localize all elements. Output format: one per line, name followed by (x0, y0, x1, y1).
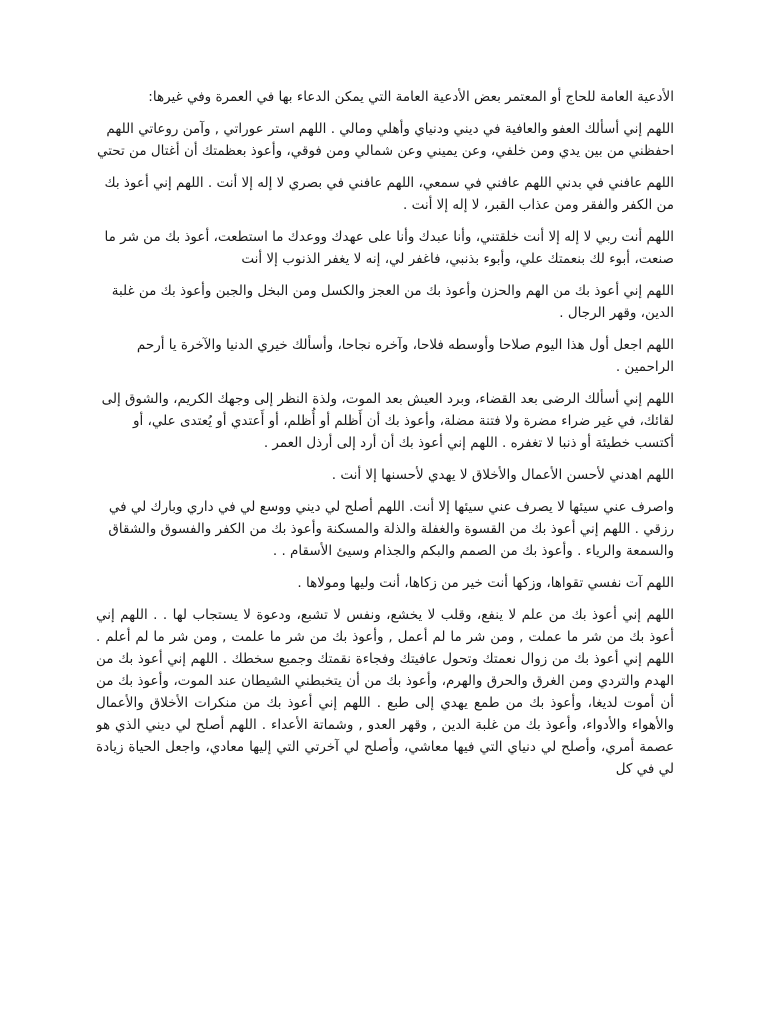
dua-paragraph: اللهم عافني في بدني اللهم عافني في سمعي، اللهم عافني في بصري لا إله إلا أنت . اللهم إني أعوذ بك من الكفر والفقر ومن عذاب القبر، لا إله إلا أنت . (104, 175, 674, 213)
dua-paragraph: اللهم آت نفسي تقواها، وزكها أنت خير من زكاها، أنت وليها ومولاها . (297, 575, 674, 591)
dua-paragraph: اللهم اجعل أول هذا اليوم صلاحا وأوسطه فلاحا، وآخره نجاحا، وأسألك خيري الدنيا والآخرة يا أرحم الراحمين . (136, 337, 674, 375)
dua-paragraph: اللهم إني أعوذ بك من الهم والحزن وأعوذ بك من العجز والكسل ومن البخل والجبن وأعوذ بك من غلبة الدين، وقهر الرجال . (111, 283, 674, 321)
dua-paragraph: اللهم إني أسألك الرضى بعد القضاء، وبرد العيش بعد الموت، ولذة النظر إلى وجهك الكريم، والشوق إلى لقائك، في غير ضراء مضرة ولا فتنة مضلة، وأعوذ بك أن أَظلم أو أُظلم، أو أَعتدي أو يُعتدى علي، أو أكتسب خطيئة أو ذنبا لا تغفره . اللهم إني أعوذ بك أن أرد إلى أرذل العمر . (101, 391, 674, 451)
dua-paragraph: واصرف عني سيئها لا يصرف عني سيئها إلا أنت. اللهم أصلح لي ديني ووسع لي في داري وبارك لي في رزقي . اللهم إني أعوذ بك من القسوة والغفلة والذلة والمسكنة وأعوذ بك من الكفر والفسوق والشقاق والسمعة والرياء . وأعوذ بك من الصمم والبكم والجذام وسيئ الأسقام . . (108, 499, 674, 559)
intro-heading-paragraph: الأدعية العامة للحاج أو المعتمر بعض الأدعية العامة التي يمكن الدعاء بها في العمرة وفي غيرها: (148, 89, 674, 105)
dua-paragraph: اللهم أنت ربي لا إله إلا أنت خلقتني، وأنا عبدك وأنا على عهدك ووعدك ما استطعت، أعوذ بك من شر ما صنعت، أبوء لك بنعمتك علي، وأبوء بذنبي، فاغفر لي، إنه لا يغفر الذنوب إلا أنت (104, 229, 674, 267)
dua-paragraph: اللهم إني أعوذ بك من علم لا ينفع، وقلب لا يخشع، ونفس لا تشبع، ودعوة لا يستجاب لها . . اللهم إني أعوذ بك من شر ما عملت , ومن شر ما لم أعمل , وأعوذ بك من شر ما علمت , ومن شر ما لم أعلم . اللهم إني أعوذ بك من زوال نعمتك وتحول عافيتك وفجاءة نقمتك وجميع سخطك . اللهم إني أعوذ بك من الهدم والتردي ومن الغرق والحرق والهرم، وأعوذ بك من أن يتخبطني الشيطان عند الموت، وأعوذ بك من أن أموت لديغا، وأعوذ بك من طمع يهدي إلى طبع . اللهم إني أعوذ بك من منكرات الأخلاق والأعمال والأهواء والأدواء، وأعوذ بك من غلبة الدين , وقهر العدو , وشماتة الأعداء . اللهم أصلح لي ديني الذي هو عصمة أمري، وأصلح لي دنياي التي فيها معاشي، وأصلح لي آخرتي التي إليها معادي، واجعل الحياة زيادة لي في كل (96, 607, 674, 777)
document-page (96, 86, 674, 1016)
dua-paragraph: اللهم اهدني لأحسن الأعمال والأخلاق لا يهدي لأحسنها إلا أنت . (331, 467, 674, 483)
dua-paragraph: اللهم إني أسألك العفو والعافية في ديني ودنياي وأهلي ومالي . اللهم استر عوراتي , وآمن روعاتي اللهم احفظني من بين يدي ومن خلفي، وعن يميني وعن شمالي ومن فوقي، وأعوذ بعظمتك أن أغتال من تحتي (96, 121, 674, 159)
